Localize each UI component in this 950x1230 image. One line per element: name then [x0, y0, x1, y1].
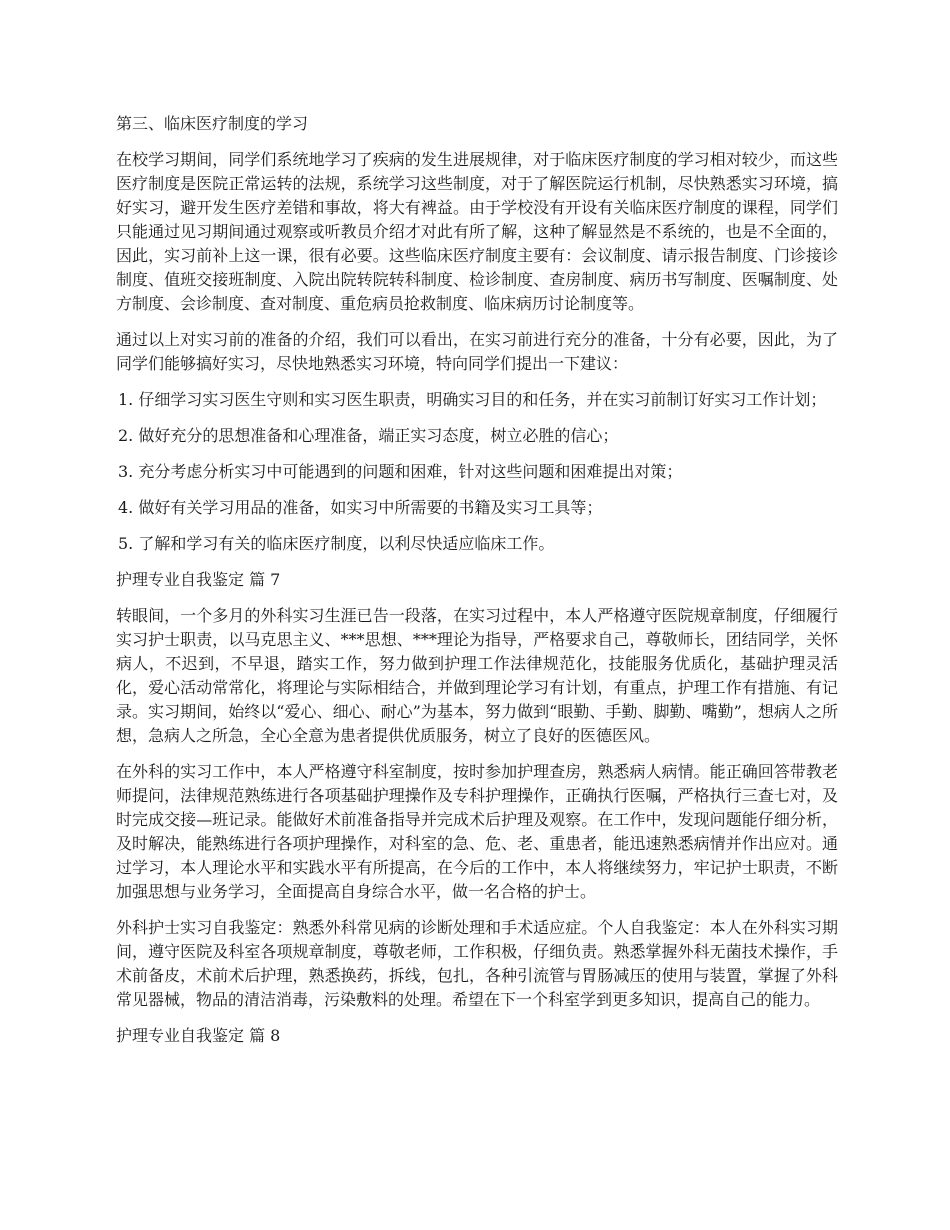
list-item: 4. 做好有关学习用品的准备，如实习中所需要的书籍及实习工具等；: [118, 498, 603, 517]
paragraph-internship-summary: 转眼间，一个多月的外科实习生涯已告一段落，在实习过程中，本人严格遵守医院规章制度，仔细履行实习护士职责，以马克思主义、***思想、***理论为指导，严格要求自己，尊敬师长，团结同学，关怀病人，不迟到，不早退，踏实工作，努力做到护理工作法律规范化，技能服务优质化，基础护理灵活化，爱心活动常常化，将理论与实际相结合，并做到理论学习有计划，有重点，护理工作有措施、有记录。实习期间，始终以“爱心、细心、耐心”为基本，努力做到“眼勤、手勤、脚勤、嘴勤”，想病人之所想，急病人之所急，全心全意为患者提供优质服务，树立了良好的医德医风。: [116, 606, 838, 745]
section-title: 第三、临床医疗制度的学习: [116, 114, 309, 133]
document-page: [116, 112, 838, 1060]
paragraph-surgical-nurse-appraisal: 外科护士实习自我鉴定：熟悉外科常见病的诊断处理和手术适应症。个人自我鉴定：本人在外科实习期间，遵守医院及科室各项规章制度，尊敬老师，工作积极，仔细负责。熟悉掌握外科无菌技术操作，手术前备皮，术前术后护理，熟悉换药，拆线，包扎，各种引流管与胃肠减压的使用与装置，掌握了外科常见器械，物品的清洁消毒，污染敷料的处理。希望在下一个科室学到更多知识，提高自己的能力。: [116, 918, 838, 1009]
list-item: 2. 做好充分的思想准备和心理准备，端正实习态度，树立必胜的信心；: [118, 426, 619, 445]
paragraph-surgical-work: 在外科的实习工作中，本人严格遵守科室制度，按时参加护理查房，熟悉病人病情。能正确回答带教老师提问，法律规范熟练进行各项基础护理操作及专科护理操作，正确执行医嘱，严格执行三查七对，及时完成交接—班记录。能做好术前准备指导并完成术后护理及观察。在工作中，发现问题能仔细分析，及时解决，能熟练进行各项护理操作，对科室的急、危、老、重患者，能迅速熟悉病情并作出应对。通过学习，本人理论水平和实践水平有所提高，在今后的工作中，本人将继续努力，牢记护士职责，不断加强思想与业务学习，全面提高自身综合水平，做一名合格的护士。: [116, 762, 838, 901]
paragraph-suggestions-intro: 通过以上对实习前的准备的介绍，我们可以看出，在实习前进行充分的准备，十分有必要，因此，为了同学们能够搞好实习，尽快地熟悉实习环境，特向同学们提出一下建议：: [116, 330, 838, 373]
list-item: 1. 仔细学习实习医生守则和实习医生职责，明确实习目的和任务，并在实习前制订好实习工作计划；: [118, 390, 827, 409]
list-item: 3. 充分考虑分析实习中可能遇到的问题和困难，针对这些问题和困难提出对策；: [118, 462, 683, 481]
list-item: 5. 了解和学习有关的临床医疗制度，以利尽快适应临床工作。: [118, 534, 555, 553]
paragraph-medical-rules: 在校学习期间，同学们系统地学习了疾病的发生进展规律，对于临床医疗制度的学习相对较少，而这些医疗制度是医院正常运转的法规，系统学习这些制度，对于了解医院运行机制，尽快熟悉实习环境，搞好实习，避开发生医疗差错和事故，将大有裨益。由于学校没有开设有关临床医疗制度的课程，同学们只能通过见习期间通过观察或听教员介绍才对此有所了解，这种了解显然是不系统的，也是不全面的，因此，实习前补上这一课，很有必要。这些临床医疗制度主要有：会议制度、请示报告制度、门诊接诊制度、值班交接班制度、入院出院转院转科制度、检诊制度、查房制度、病历书写制度、医嘱制度、处方制度、会诊制度、查对制度、重危病员抢救制度、临床病历讨论制度等。: [116, 150, 838, 313]
article-heading-8: 护理专业自我鉴定 篇 8: [116, 1026, 281, 1045]
article-heading-7: 护理专业自我鉴定 篇 7: [116, 570, 281, 589]
